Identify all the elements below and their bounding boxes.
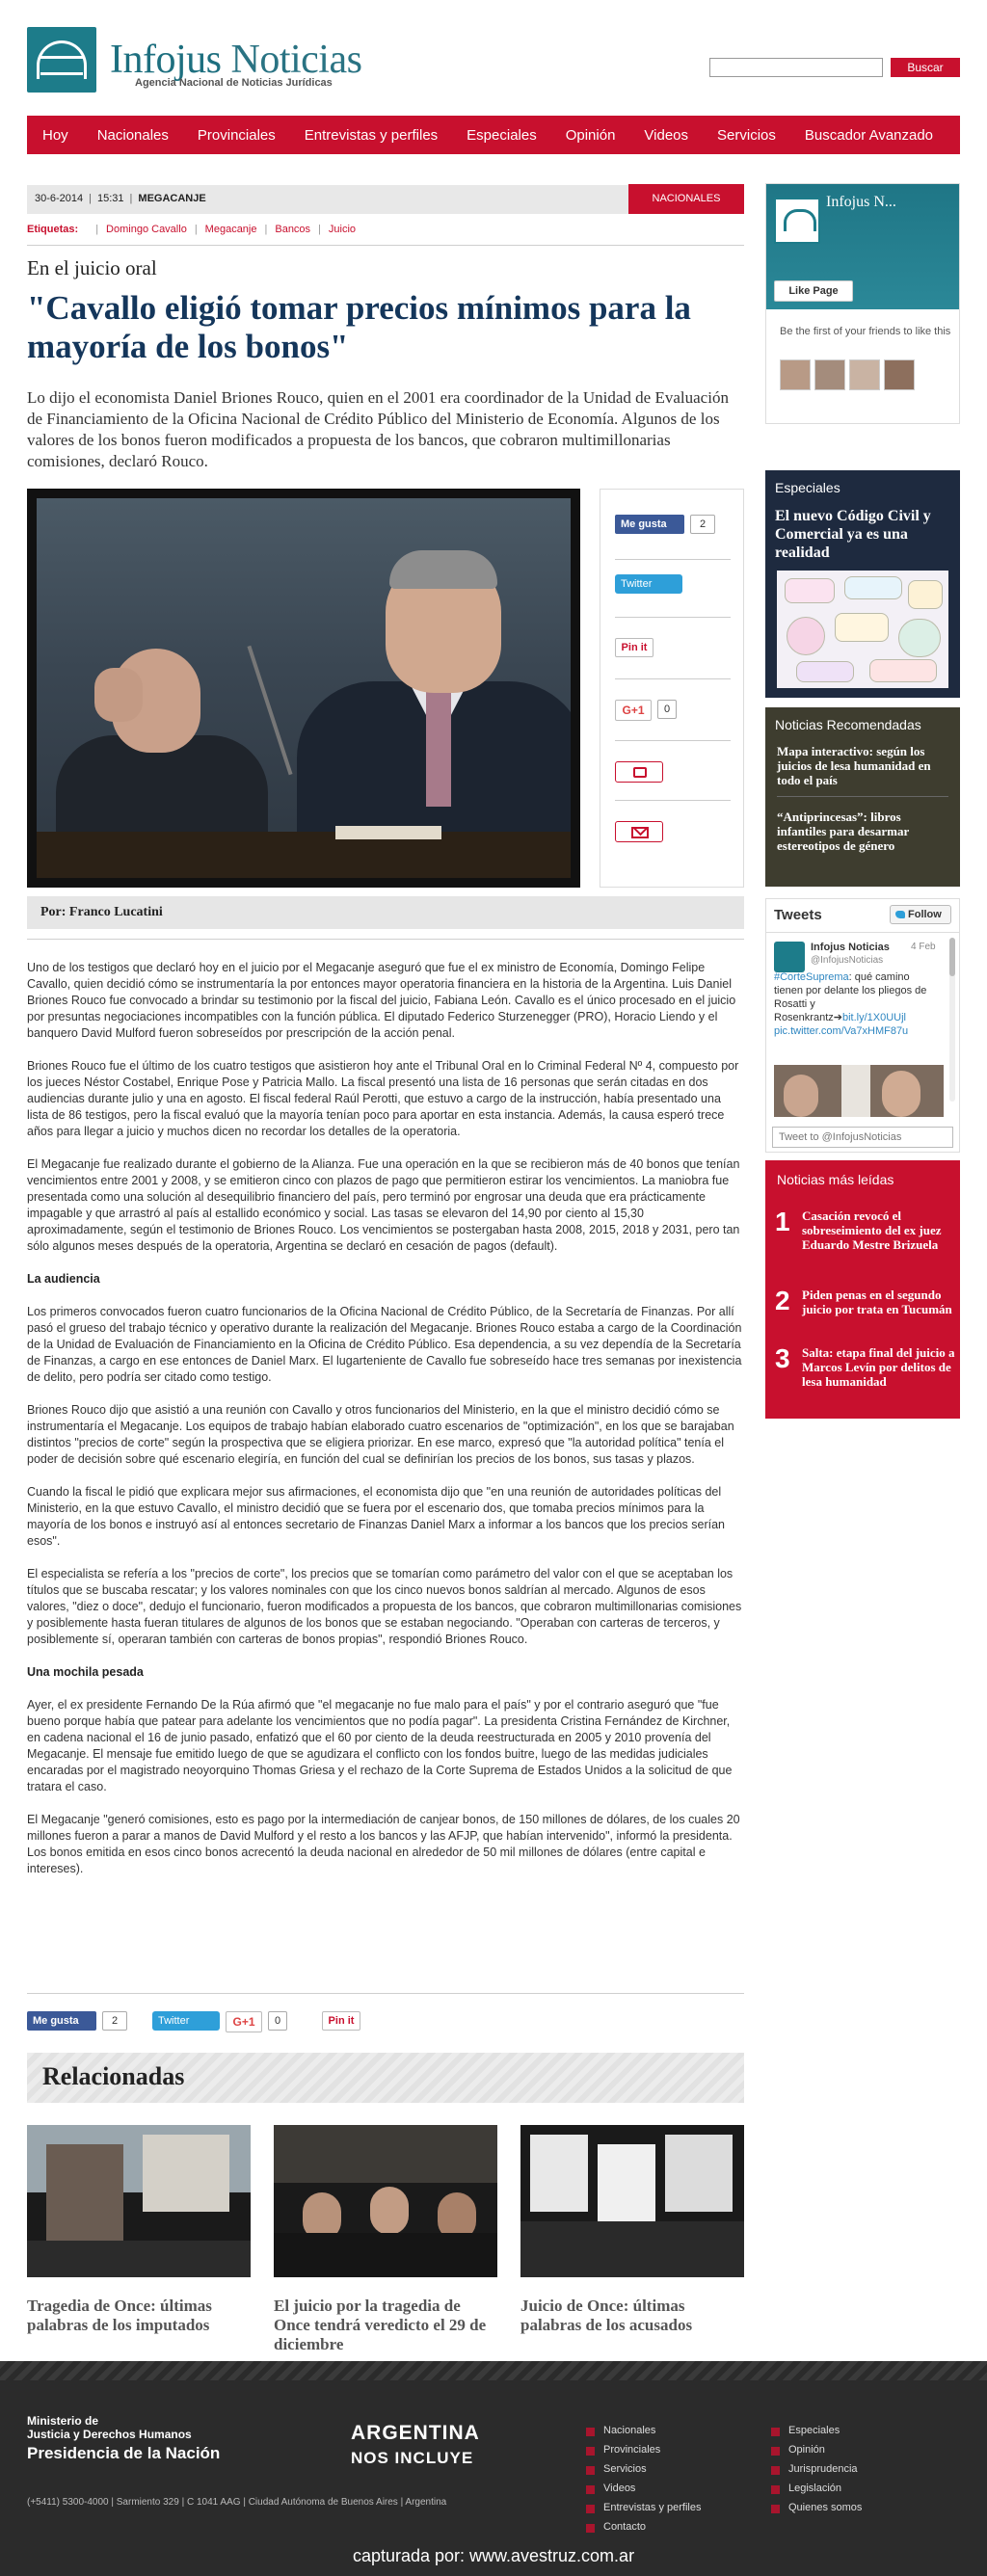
capture-credit: capturada por: www.avestruz.com.ar xyxy=(352,2546,635,2565)
related-card[interactable] xyxy=(274,2125,497,2354)
tweet-body: : qué camino tienen por delante los pliegos de Rosatti y Rosenkrantz➔ xyxy=(774,971,927,1023)
brand-subtitle: Agencia Nacional de Noticias Jurídicas xyxy=(135,77,333,89)
tweet-media-link[interactable]: pic.twitter.com/Va7xHMF87u xyxy=(774,1025,909,1037)
article-subhead: La audiencia xyxy=(27,1272,100,1286)
article-paragraph: Uno de los testigos que declaró hoy en el juicio por el Megacanje aseguró que fue el ex ministro de Economía, Domingo Felipe Cavallo, quien decidió cómo se instrumentaría la por entonces mayor operatoria financiera en la historia de la Argentina. Luis Daniel Briones Rouco fue convocado a brindar su testimonio por la fiscal del juicio, Fabiana León. Cavallo es el único procesado en el juicio por presuntas negociaciones incompatibles con la función pública. El diputado Federico Sturzenegger (PRO), Horacio Liendo y el banquero David Mulford fueron sobreseídos por prescripción de la acción penal. xyxy=(27,961,736,1040)
mas-leidas-label: Noticias más leídas xyxy=(777,1172,894,1187)
ministry-logo[interactable] xyxy=(27,2414,220,2463)
ministry-line3: Presidencia de la Nación xyxy=(27,2444,221,2462)
google-plus-count: 0 xyxy=(657,700,677,719)
nav-item-buscador[interactable]: Buscador Avanzado xyxy=(804,126,934,144)
friend-avatar[interactable] xyxy=(849,359,880,390)
google-plus-count: 0 xyxy=(268,2011,287,2031)
section-tag[interactable]: MEGACANJE xyxy=(138,193,206,204)
related-title: Relacionadas xyxy=(42,2062,185,2090)
footer-link[interactable]: Especiales xyxy=(769,2421,862,2440)
mas-leida-link[interactable]: Salta: etapa final del juicio a Marcos Levín por delitos de lesa humanidad xyxy=(802,1345,955,1389)
tweet-date[interactable]: 4 Feb xyxy=(911,942,936,952)
main-nav xyxy=(27,116,960,154)
tag-link[interactable]: Megacanje xyxy=(204,224,257,235)
related-card[interactable] xyxy=(520,2125,744,2335)
twitter-share-button[interactable]: Twitter xyxy=(152,2011,220,2031)
tweet-text xyxy=(774,970,938,1038)
tweets-title: Tweets xyxy=(774,907,822,923)
ministry-line2: Justicia y Derechos Humanos xyxy=(27,2428,192,2441)
facebook-page-widget xyxy=(765,183,960,424)
tags-label: Etiquetas: xyxy=(27,224,79,235)
envelope-icon xyxy=(631,827,649,838)
friend-avatar[interactable] xyxy=(780,359,811,390)
brand-name-part1: Infojus xyxy=(110,38,222,82)
nav-item-especiales[interactable]: Especiales xyxy=(467,126,537,144)
rank-number: 2 xyxy=(775,1286,790,1315)
facebook-like-widget[interactable] xyxy=(615,515,731,536)
facebook-like-page-button[interactable]: Like Page xyxy=(774,280,853,302)
related-thumbnail[interactable] xyxy=(520,2125,744,2277)
search-button[interactable]: Buscar xyxy=(891,58,960,77)
article-headline: "Cavallo eligió tomar precios mínimos para la mayoría de los bonos" xyxy=(27,289,691,365)
print-button[interactable] xyxy=(615,761,663,783)
twitter-timeline xyxy=(765,898,960,1153)
nav-item-servicios[interactable]: Servicios xyxy=(717,126,776,144)
divider xyxy=(27,1993,744,1994)
mas-leida-link[interactable]: Casación revocó el sobreseimiento del ex juez Eduardo Mestre Brizuela xyxy=(802,1208,942,1252)
footer-link[interactable]: Jurisprudencia xyxy=(769,2459,862,2479)
footer-address: (+5411) 5300-4000 | Sarmiento 329 | C 1041 AAG | Ciudad Autónoma de Buenos Aires | Argentina xyxy=(27,2497,447,2508)
footer-link[interactable]: Entrevistas y perfiles xyxy=(584,2498,701,2517)
email-button[interactable] xyxy=(615,821,663,842)
article-paragraph: Ayer, el ex presidente Fernando De la Rúa afirmó que "el megacanje no fue malo para el país" y por el contrario aseguró que "fue bueno porque había que patear para adelante los vencimientos que no podía pagar". La presidenta Cristina Fernández de Kirchner, en cadena nacional el 16 de junio pasado, enfatizó que el 60 por ciento de la deuda reestructurada en 2005 y 2010 provenía del Megacanje. El mensaje fue emitido luego de que se agudizara el conflicto con los fondos buitre, luego de las medidas judiciales encaradas por el magistrado neoyorquino Thomas Griesa y el rechazo de la Corte Suprema de Estados Unidos a la solicitud de que tratara el caso. xyxy=(27,1698,733,1793)
tags-row: Etiquetas: | Domingo Cavallo | Megacanje | Bancos | Juicio xyxy=(27,224,357,235)
tweet-link[interactable]: bit.ly/1X0UUjl xyxy=(841,1012,906,1023)
footer-link[interactable]: Provinciales xyxy=(584,2440,701,2459)
recomendadas-box xyxy=(765,707,960,887)
related-caption[interactable]: Juicio de Once: últimas palabras de los acusados xyxy=(520,2297,693,2334)
facebook-like-count: 2 xyxy=(102,2011,127,2031)
mas-leidas-box xyxy=(765,1160,960,1419)
slogan-line1: ARGENTINA xyxy=(351,2422,480,2444)
related-header xyxy=(27,2053,744,2103)
related-caption[interactable]: Tragedia de Once: últimas palabras de los imputados xyxy=(27,2297,212,2334)
footer-link[interactable]: Contacto xyxy=(584,2517,701,2536)
article-photo xyxy=(27,489,580,888)
footer-link[interactable]: Nacionales xyxy=(584,2421,701,2440)
infojus-logo[interactable] xyxy=(27,27,96,93)
footer-band xyxy=(0,2361,987,2380)
friend-avatar[interactable] xyxy=(814,359,845,390)
divider xyxy=(777,796,948,797)
especiales-box xyxy=(765,470,960,698)
meta-text: 30-6-2014 | 15:31 | MEGACANJE xyxy=(35,193,206,204)
article-paragraph: El especialista se refería a los "precios de corte", los precios que se tomarían como parámetro del valor con el que se aceptaban los títulos que se buscaba rescatar; y los valores nominales con que los cinco nuevos bonos saldrían al mercado. Algunos de esos valores, "diez o doce", dedujo el funcionario, fueron modificados a propuesta de los bancos, que cobraron multimillonarias comisiones y posiblemente hasta fueran titulares de algunos de los bonos que se estaban negociando. "Operaban con carteras de terceros, y posiblemente sí, operaran también con carteras de bonos propias", respondió Briones Rouco. xyxy=(27,1567,742,1646)
google-plus-button[interactable]: G+1 xyxy=(226,2011,262,2032)
twitter-share-button[interactable]: Twitter xyxy=(615,574,682,594)
related-card[interactable] xyxy=(27,2125,251,2335)
tweet-compose-input[interactable]: Tweet to @InfojusNoticias xyxy=(772,1127,953,1148)
twitter-share-widget[interactable] xyxy=(615,574,731,596)
author-bar xyxy=(27,896,744,929)
facebook-like-button[interactable]: Me gusta xyxy=(615,515,684,534)
related-thumbnail[interactable] xyxy=(274,2125,497,2277)
pinterest-pin-button[interactable]: Pin it xyxy=(615,638,654,657)
related-caption[interactable]: El juicio por la tragedia de Once tendrá veredicto el 29 de diciembre xyxy=(274,2297,487,2353)
nav-item-hoy[interactable]: Hoy xyxy=(42,126,68,144)
nav-item-provinciales[interactable]: Provinciales xyxy=(197,126,276,144)
article-subhead: Una mochila pesada xyxy=(27,1665,144,1679)
nav-item-opinion[interactable]: Opinión xyxy=(565,126,616,144)
article-paragraph: El Megacanje fue realizado durante el gobierno de la Alianza. Fue una operación en la que se recibieron más de 40 bonos que tenían vencimientos entre 2001 y 2008, y se emitieron cinco con plazos de pago que permitieron estirar los vencimientos. La maniobra fue presentada como una solución al desequilibrio financiero del país, pero terminó por engrosar una deuda que era prácticamente impagable y que arrastró al país al estallido económico y social. Las tasas se elevaron del 14,90 por ciento al 15,30 aproximadamente, según el testimonio de Briones Rouco. Los vencimientos se postergaban hasta 2008, 2015, 2018 y 2031, pero tan sólo algunos meses después de la operatoria, Argentina se declaró en cesación de pagos (default). xyxy=(27,1157,740,1253)
twitter-follow-button[interactable]: Follow xyxy=(890,905,951,924)
article-paragraph: Cuando la fiscal le pidió que explicara mejor sus afirmaciones, el economista dijo que "en una reunión de autoridades políticas del Ministerio, en la que estuvo Cavallo, el ministro decidió que se fuera por el escenario dos, que tomaba precios mínimos para la mayoría de los bonos e instruyó así al entonces secretario de Finanzas Daniel Marx a informar a los bancos que los precios serían esos". xyxy=(27,1485,725,1548)
facebook-friends-text: Be the first of your friends to like this xyxy=(780,326,951,337)
tweet-image[interactable] xyxy=(774,1065,944,1117)
nav-item-nacionales[interactable]: Nacionales xyxy=(96,126,169,144)
tweet-author-name[interactable]: Infojus Noticias xyxy=(811,942,890,953)
facebook-page-name[interactable]: Infojus N... xyxy=(826,194,896,210)
mas-leida-link[interactable]: Piden penas en el segundo juicio por trata en Tucumán xyxy=(802,1288,952,1316)
article-time: 15:31 xyxy=(97,193,124,204)
footer-link[interactable]: Servicios xyxy=(584,2459,701,2479)
nav-item-entrevistas[interactable]: Entrevistas y perfiles xyxy=(304,126,439,144)
infojus-logo-icon xyxy=(774,198,820,244)
article-author: Por: Franco Lucatini xyxy=(40,905,163,919)
rank-number: 1 xyxy=(775,1207,790,1236)
tag-link[interactable]: Bancos xyxy=(275,224,311,235)
especiales-label: Especiales xyxy=(775,480,840,495)
tag-link[interactable]: Domingo Cavallo xyxy=(106,224,187,235)
footer-link[interactable]: Legislación xyxy=(769,2479,862,2498)
pinterest-pin-button[interactable]: Pin it xyxy=(322,2011,360,2031)
footer-link[interactable]: Videos xyxy=(584,2479,701,2498)
brand-title[interactable] xyxy=(110,37,361,83)
facebook-like-button[interactable]: Me gusta xyxy=(27,2011,96,2031)
ministry-line1: Ministerio de xyxy=(27,2414,99,2428)
recomendadas-label: Noticias Recomendadas xyxy=(775,717,921,732)
bottom-share-bar xyxy=(27,2011,744,2034)
article-paragraph: Los primeros convocados fueron cuatro funcionarios de la Oficina Nacional de Crédito Público, de la Secretaría de Finanzas. Por allí pasó el grueso del trabajo técnico y operativo durante la realización del Megacanje. Briones Rouco estaba a cargo de la Coordinación de la Unidad de Evaluación de Financiamiento en la Oficina de Crédito Público. Esa dependencia, a su vez dependía de la Secretaría de Finanzas, a cargo en ese entonces de Daniel Marx. El lugarteniente de Cavallo fue sobreseído hace tres semanas por inexistencia de delito, pero podría ser citado como testigo. xyxy=(27,1305,742,1384)
especiales-title[interactable]: El nuevo Código Civil y Comercial ya es una realidad xyxy=(775,508,931,561)
search-input[interactable] xyxy=(709,58,883,77)
google-plus-button[interactable]: G+1 xyxy=(615,700,652,721)
brand-name-part2: Noticias xyxy=(221,38,362,82)
twitter-avatar[interactable] xyxy=(774,942,805,972)
divider xyxy=(27,939,744,940)
rank-number: 3 xyxy=(775,1343,790,1373)
especiales-image[interactable] xyxy=(777,571,948,688)
friend-avatar[interactable] xyxy=(884,359,915,390)
article-paragraph: Briones Rouco dijo que asistió a una reunión con Cavallo y otros funcionarios del Ministerio, en la que el ministro decidió cómo se instrumentaría el Megacanje. Los equipos de trabajo habían elaborado cuatro escenarios de "optimización", en los que se barajaban distintos "precios de corte" según la prospectiva que se eligiera priorizar. En ese marco, expresó que "la autoridad política" tenía el poder de decisión sobre qué escenario elegiría, en función del cual se definirían los precios de los bonos, sus tasas y plazos. xyxy=(27,1403,734,1466)
facebook-like-count: 2 xyxy=(690,515,715,534)
article-kicker: En el juicio oral xyxy=(27,256,157,279)
tweet-author-handle[interactable]: @InfojusNoticias xyxy=(811,955,884,966)
slogan-line2: NOS INCLUYE xyxy=(351,2449,474,2467)
footer-link[interactable]: Opinión xyxy=(769,2440,862,2459)
article-paragraph: El Megacanje "generó comisiones, esto es pago por la intermediación de canjear bonos, de 150 millones de dólares, de los cuales 20 millones fueron a parar a manos de David Mulford y el resto a los bancos y las AFJP, que habían intervenido", informó la presidenta. Los bonos emitida en esos cinco bonos acrecentó la deuda nacional en alrededor de 50 mil millones de dólares (entre capital e intereses). xyxy=(27,1813,740,1875)
article-date: 30-6-2014 xyxy=(35,193,84,204)
tweet-hashtag[interactable]: #CorteSuprema xyxy=(774,971,849,983)
share-column xyxy=(600,489,744,888)
section-badge[interactable]: NACIONALES xyxy=(628,184,744,214)
recomendada-link[interactable]: Mapa interactivo: según los juicios de lesa humanidad en todo el país xyxy=(777,744,931,787)
footer-links-col1 xyxy=(584,2421,701,2536)
divider xyxy=(27,245,744,246)
nav-item-videos[interactable]: Videos xyxy=(644,126,689,144)
facebook-cover[interactable] xyxy=(766,184,959,309)
article-body xyxy=(27,960,744,1894)
tag-link[interactable]: Juicio xyxy=(328,224,357,235)
tweets-scrollbar[interactable] xyxy=(949,938,955,1102)
footer-links-col2 xyxy=(769,2421,862,2517)
article-lead: Lo dijo el economista Daniel Briones Rouco, quien en el 2001 era coordinador de la Unidad de Evaluación de Financiamiento de la Oficina Nacional de Crédito Público del Ministerio de Economía. Algunos de los valores de los bonos fueron modificados a propuesta de los bancos, que cobraron multimillonarias comisiones, declaró Rouco. xyxy=(27,388,729,470)
recomendada-link[interactable]: “Antiprincesas”: libros infantiles para desarmar estereotipos de género xyxy=(777,810,909,853)
footer-link[interactable]: Quienes somos xyxy=(769,2498,862,2517)
printer-icon xyxy=(633,767,647,778)
article-paragraph: Briones Rouco fue el último de los cuatro testigos que asistieron hoy ante el Tribunal Oral en lo Criminal Federal Nº 4, compuesto por los jueces Néstor Costabel, Enrique Pose y Patricia Mallo. La fiscal presentó una lista de 16 personas que serán citadas en dos audiencias durante julio y una en agosto. El fiscal federal Raúl Perotti, que estuvo a cargo de la instrucción, había presentado una lista de 86 testigos, pero la fiscal evaluó que la mayoría tenían poco para aportar en esta instancia. Además, la causa esperó trece años para llegar a juicio y muchos dicen no recordar los detalles de la operatoria. xyxy=(27,1059,739,1138)
related-thumbnail[interactable] xyxy=(27,2125,251,2277)
